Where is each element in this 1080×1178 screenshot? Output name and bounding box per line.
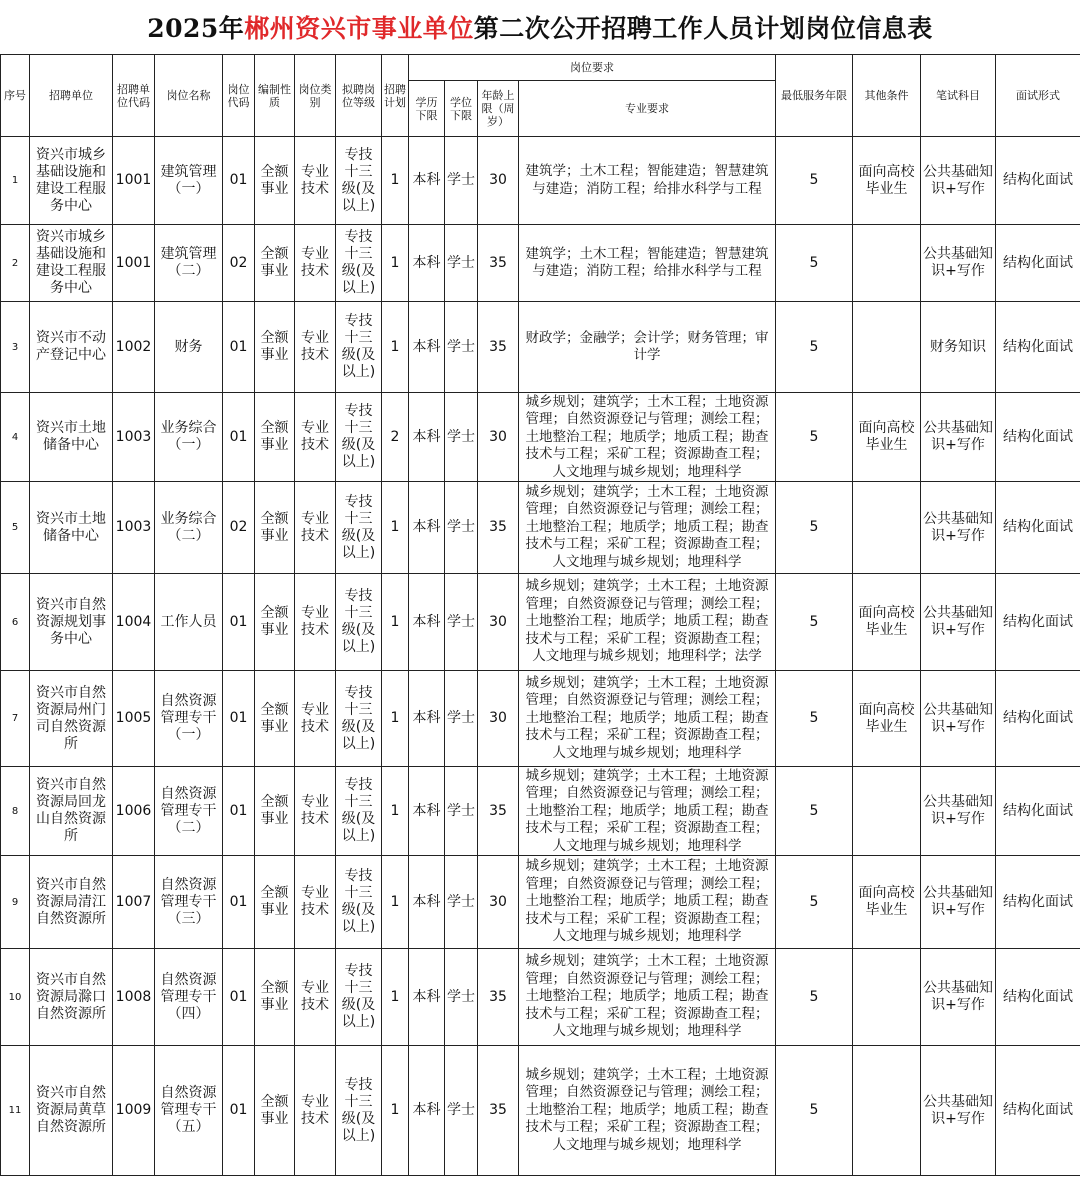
row-edu: 本科: [409, 393, 445, 482]
row-category: 专业技术: [295, 767, 336, 856]
row-unit-code: 1008: [113, 949, 155, 1046]
row-edu: 本科: [409, 574, 445, 671]
row-unit: 资兴市自然资源局州门司自然资源所: [30, 671, 113, 767]
major-text: 城乡规划；建筑学；土木工程；土地资源管理；自然资源登记与管理；测绘工程；土地整治工程；地质学；地质工程；勘查技术与工程；采矿工程；资源勘查工程；人文地理与城乡规划；地理科学: [525, 767, 769, 854]
row-unit-code: 1002: [113, 302, 155, 393]
row-degree: 学士: [445, 482, 478, 574]
row-position-name: 业务综合（一）: [155, 393, 223, 482]
title-year: 2025年: [147, 14, 245, 43]
row-position-name: 建筑管理（一）: [155, 137, 223, 225]
row-service: 5: [776, 949, 853, 1046]
row-plan: 1: [382, 574, 409, 671]
row-grade: 专技十三级(及以上): [336, 671, 382, 767]
row-category: 专业技术: [295, 671, 336, 767]
row-category: 专业技术: [295, 302, 336, 393]
row-grade: 专技十三级(及以上): [336, 949, 382, 1046]
row-interview: 结构化面试: [996, 671, 1080, 767]
row-unit-code: 1001: [113, 137, 155, 225]
row-other: [853, 949, 921, 1046]
table-row: [1, 856, 1080, 949]
row-interview: 结构化面试: [996, 574, 1080, 671]
major-text: 建筑学；土木工程；智能建造；智慧建筑与建造；消防工程；给排水科学与工程: [525, 163, 769, 197]
row-position-code: 01: [223, 671, 255, 767]
row-age: 30: [478, 137, 519, 225]
table-row: [1, 302, 1080, 393]
row-service: 5: [776, 393, 853, 482]
table-row: [1, 1046, 1080, 1176]
row-staffing: 全额事业: [255, 302, 295, 393]
header-position-name: 岗位名称: [155, 55, 223, 137]
row-position-name: 业务综合（二）: [155, 482, 223, 574]
row-position-code: 01: [223, 393, 255, 482]
row-service: 5: [776, 574, 853, 671]
row-interview: 结构化面试: [996, 856, 1080, 949]
title-highlight: 郴州资兴市事业单位: [244, 14, 474, 43]
row-age: 35: [478, 225, 519, 302]
row-interview: 结构化面试: [996, 949, 1080, 1046]
row-written: 公共基础知识+写作: [921, 137, 996, 225]
major-text: 城乡规划；建筑学；土木工程；土地资源管理；自然资源登记与管理；测绘工程；土地整治工程；地质学；地质工程；勘查技术与工程；采矿工程；资源勘查工程；人文地理与城乡规划；地理科学: [525, 674, 769, 761]
row-other: 面向高校毕业生: [853, 856, 921, 949]
page-title: [0, 0, 1080, 54]
row-plan: 1: [382, 856, 409, 949]
row-plan: 1: [382, 1046, 409, 1176]
row-service: 5: [776, 671, 853, 767]
row-major: [519, 137, 776, 225]
row-plan: 1: [382, 671, 409, 767]
row-unit: 资兴市自然资源局回龙山自然资源所: [30, 767, 113, 856]
table-row: [1, 767, 1080, 856]
row-plan: 1: [382, 767, 409, 856]
row-grade: 专技十三级(及以上): [336, 482, 382, 574]
row-unit-code: 1004: [113, 574, 155, 671]
row-unit-code: 1006: [113, 767, 155, 856]
major-text: 城乡规划；建筑学；土木工程；土地资源管理；自然资源登记与管理；测绘工程；土地整治工程；地质学；地质工程；勘查技术与工程；采矿工程；资源勘查工程；人文地理与城乡规划；地理科学: [525, 1066, 769, 1153]
header-degree: 学位下限: [445, 81, 478, 137]
row-major: [519, 225, 776, 302]
row-other: [853, 767, 921, 856]
row-age: 30: [478, 574, 519, 671]
row-major: [519, 856, 776, 949]
row-category: 专业技术: [295, 574, 336, 671]
row-major: [519, 1046, 776, 1176]
row-unit-code: 1003: [113, 482, 155, 574]
header-index: 序号: [1, 55, 30, 137]
row-edu: 本科: [409, 856, 445, 949]
row-unit: 资兴市城乡基础设施和建设工程服务中心: [30, 225, 113, 302]
row-position-code: 01: [223, 574, 255, 671]
row-edu: 本科: [409, 225, 445, 302]
row-age: 35: [478, 1046, 519, 1176]
row-position-code: 01: [223, 856, 255, 949]
header-plan: 招聘计划: [382, 55, 409, 137]
table-row: [1, 671, 1080, 767]
row-position-code: 01: [223, 302, 255, 393]
row-position-code: 01: [223, 949, 255, 1046]
row-index: 9: [1, 856, 30, 949]
header-staffing: 编制性质: [255, 55, 295, 137]
row-major: [519, 767, 776, 856]
row-staffing: 全额事业: [255, 482, 295, 574]
row-edu: 本科: [409, 482, 445, 574]
major-text: 城乡规划；建筑学；土木工程；土地资源管理；自然资源登记与管理；测绘工程；土地整治工程；地质学；地质工程；勘查技术与工程；采矿工程；资源勘查工程；人文地理与城乡规划；地理科学；法学: [525, 578, 769, 665]
row-unit: 资兴市自然资源局滁口自然资源所: [30, 949, 113, 1046]
row-position-name: 自然资源管理专干（三）: [155, 856, 223, 949]
row-interview: 结构化面试: [996, 393, 1080, 482]
row-unit-code: 1005: [113, 671, 155, 767]
major-text: 财政学；金融学；会计学；财务管理；审计学: [525, 329, 769, 363]
row-written: 公共基础知识+写作: [921, 393, 996, 482]
row-grade: 专技十三级(及以上): [336, 856, 382, 949]
row-index: 5: [1, 482, 30, 574]
row-grade: 专技十三级(及以上): [336, 393, 382, 482]
row-grade: 专技十三级(及以上): [336, 1046, 382, 1176]
row-service: 5: [776, 225, 853, 302]
row-plan: 1: [382, 137, 409, 225]
row-unit-code: 1003: [113, 393, 155, 482]
row-major: [519, 671, 776, 767]
row-written: 公共基础知识+写作: [921, 671, 996, 767]
row-position-name: 自然资源管理专干（二）: [155, 767, 223, 856]
row-interview: 结构化面试: [996, 225, 1080, 302]
row-degree: 学士: [445, 225, 478, 302]
row-written: 公共基础知识+写作: [921, 767, 996, 856]
row-category: 专业技术: [295, 137, 336, 225]
row-category: 专业技术: [295, 393, 336, 482]
row-edu: 本科: [409, 949, 445, 1046]
row-written: 公共基础知识+写作: [921, 574, 996, 671]
row-written: 公共基础知识+写作: [921, 949, 996, 1046]
row-index: 11: [1, 1046, 30, 1176]
row-plan: 1: [382, 949, 409, 1046]
row-age: 30: [478, 856, 519, 949]
row-position-code: 02: [223, 482, 255, 574]
table-row: [1, 137, 1080, 225]
row-interview: 结构化面试: [996, 137, 1080, 225]
row-position-name: 自然资源管理专干（一）: [155, 671, 223, 767]
row-position-code: 02: [223, 225, 255, 302]
row-unit-code: 1009: [113, 1046, 155, 1176]
row-edu: 本科: [409, 302, 445, 393]
row-edu: 本科: [409, 1046, 445, 1176]
row-interview: 结构化面试: [996, 482, 1080, 574]
row-degree: 学士: [445, 856, 478, 949]
row-index: 8: [1, 767, 30, 856]
row-category: 专业技术: [295, 482, 336, 574]
header-major: 专业要求: [519, 81, 776, 137]
row-staffing: 全额事业: [255, 137, 295, 225]
row-age: 30: [478, 671, 519, 767]
row-major: [519, 302, 776, 393]
recruitment-table: [0, 54, 1080, 1176]
row-degree: 学士: [445, 949, 478, 1046]
row-written: 公共基础知识+写作: [921, 482, 996, 574]
row-other: [853, 1046, 921, 1176]
row-unit: 资兴市土地储备中心: [30, 482, 113, 574]
row-index: 4: [1, 393, 30, 482]
row-grade: 专技十三级(及以上): [336, 574, 382, 671]
row-other: 面向高校毕业生: [853, 137, 921, 225]
row-plan: 2: [382, 393, 409, 482]
row-major: [519, 574, 776, 671]
row-index: 10: [1, 949, 30, 1046]
row-index: 3: [1, 302, 30, 393]
header-age: 年龄上限（周岁）: [478, 81, 519, 137]
major-text: 城乡规划；建筑学；土木工程；土地资源管理；自然资源登记与管理；测绘工程；土地整治工程；地质学；地质工程；勘查技术与工程；采矿工程；资源勘查工程；人文地理与城乡规划；地理科学: [525, 953, 769, 1040]
row-major: [519, 949, 776, 1046]
row-age: 35: [478, 302, 519, 393]
major-text: 城乡规划；建筑学；土木工程；土地资源管理；自然资源登记与管理；测绘工程；土地整治工程；地质学；地质工程；勘查技术与工程；采矿工程；资源勘查工程；人文地理与城乡规划；地理科学: [525, 483, 769, 570]
row-service: 5: [776, 767, 853, 856]
header-interview: 面试形式: [996, 55, 1080, 137]
row-unit: 资兴市自然资源局清江自然资源所: [30, 856, 113, 949]
row-category: 专业技术: [295, 1046, 336, 1176]
row-staffing: 全额事业: [255, 671, 295, 767]
row-index: 7: [1, 671, 30, 767]
row-plan: 1: [382, 482, 409, 574]
row-interview: 结构化面试: [996, 1046, 1080, 1176]
row-staffing: 全额事业: [255, 856, 295, 949]
row-edu: 本科: [409, 671, 445, 767]
row-other: [853, 482, 921, 574]
row-major: [519, 393, 776, 482]
row-unit: 资兴市土地储备中心: [30, 393, 113, 482]
row-age: 35: [478, 949, 519, 1046]
row-staffing: 全额事业: [255, 574, 295, 671]
row-service: 5: [776, 137, 853, 225]
row-index: 6: [1, 574, 30, 671]
row-position-name: 自然资源管理专干（五）: [155, 1046, 223, 1176]
row-degree: 学士: [445, 393, 478, 482]
row-interview: 结构化面试: [996, 302, 1080, 393]
row-age: 30: [478, 393, 519, 482]
row-plan: 1: [382, 302, 409, 393]
row-major: [519, 482, 776, 574]
row-unit: 资兴市自然资源规划事务中心: [30, 574, 113, 671]
row-edu: 本科: [409, 137, 445, 225]
row-written: 公共基础知识+写作: [921, 856, 996, 949]
row-staffing: 全额事业: [255, 949, 295, 1046]
table-row: [1, 225, 1080, 302]
header-written: 笔试科目: [921, 55, 996, 137]
header-edu: 学历下限: [409, 81, 445, 137]
row-index: 1: [1, 137, 30, 225]
row-written: 公共基础知识+写作: [921, 225, 996, 302]
row-position-name: 自然资源管理专干（四）: [155, 949, 223, 1046]
row-category: 专业技术: [295, 856, 336, 949]
row-unit: 资兴市城乡基础设施和建设工程服务中心: [30, 137, 113, 225]
row-edu: 本科: [409, 767, 445, 856]
row-plan: 1: [382, 225, 409, 302]
row-position-name: 工作人员: [155, 574, 223, 671]
row-other: [853, 302, 921, 393]
row-other: 面向高校毕业生: [853, 574, 921, 671]
row-degree: 学士: [445, 671, 478, 767]
row-grade: 专技十三级(及以上): [336, 767, 382, 856]
row-unit: 资兴市不动产登记中心: [30, 302, 113, 393]
row-category: 专业技术: [295, 949, 336, 1046]
row-other: 面向高校毕业生: [853, 671, 921, 767]
row-position-code: 01: [223, 767, 255, 856]
row-staffing: 全额事业: [255, 393, 295, 482]
header-other: 其他条件: [853, 55, 921, 137]
header-requirements: 岗位要求: [409, 55, 776, 81]
row-degree: 学士: [445, 1046, 478, 1176]
header-category: 岗位类别: [295, 55, 336, 137]
row-grade: 专技十三级(及以上): [336, 137, 382, 225]
row-position-name: 财务: [155, 302, 223, 393]
row-written: 公共基础知识+写作: [921, 1046, 996, 1176]
header-unit-code: 招聘单位代码: [113, 55, 155, 137]
major-text: 城乡规划；建筑学；土木工程；土地资源管理；自然资源登记与管理；测绘工程；土地整治工程；地质学；地质工程；勘查技术与工程；采矿工程；资源勘查工程；人文地理与城乡规划；地理科学: [525, 858, 769, 945]
header-position-code: 岗位代码: [223, 55, 255, 137]
row-index: 2: [1, 225, 30, 302]
row-unit-code: 1001: [113, 225, 155, 302]
row-age: 35: [478, 482, 519, 574]
row-degree: 学士: [445, 767, 478, 856]
row-staffing: 全额事业: [255, 1046, 295, 1176]
row-other: [853, 225, 921, 302]
row-service: 5: [776, 1046, 853, 1176]
row-degree: 学士: [445, 574, 478, 671]
major-text: 建筑学；土木工程；智能建造；智慧建筑与建造；消防工程；给排水科学与工程: [525, 245, 769, 279]
major-text: 城乡规划；建筑学；土木工程；土地资源管理；自然资源登记与管理；测绘工程；土地整治工程；地质学；地质工程；勘查技术与工程；采矿工程；资源勘查工程；人文地理与城乡规划；地理科学: [525, 393, 769, 480]
table-row: [1, 482, 1080, 574]
row-staffing: 全额事业: [255, 767, 295, 856]
row-position-name: 建筑管理（二）: [155, 225, 223, 302]
table-row: [1, 393, 1080, 482]
header-unit: 招聘单位: [30, 55, 113, 137]
row-grade: 专技十三级(及以上): [336, 225, 382, 302]
row-staffing: 全额事业: [255, 225, 295, 302]
row-interview: 结构化面试: [996, 767, 1080, 856]
row-degree: 学士: [445, 137, 478, 225]
title-suffix: 第二次公开招聘工作人员计划岗位信息表: [473, 14, 933, 43]
row-other: 面向高校毕业生: [853, 393, 921, 482]
table-row: [1, 949, 1080, 1046]
row-category: 专业技术: [295, 225, 336, 302]
row-service: 5: [776, 302, 853, 393]
table-row: [1, 574, 1080, 671]
row-position-code: 01: [223, 137, 255, 225]
row-degree: 学士: [445, 302, 478, 393]
row-age: 35: [478, 767, 519, 856]
row-written: 财务知识: [921, 302, 996, 393]
row-unit-code: 1007: [113, 856, 155, 949]
header-service: 最低服务年限: [776, 55, 853, 137]
row-unit: 资兴市自然资源局黄草自然资源所: [30, 1046, 113, 1176]
row-service: 5: [776, 482, 853, 574]
row-grade: 专技十三级(及以上): [336, 302, 382, 393]
row-position-code: 01: [223, 1046, 255, 1176]
row-service: 5: [776, 856, 853, 949]
header-grade: 拟聘岗位等级: [336, 55, 382, 137]
